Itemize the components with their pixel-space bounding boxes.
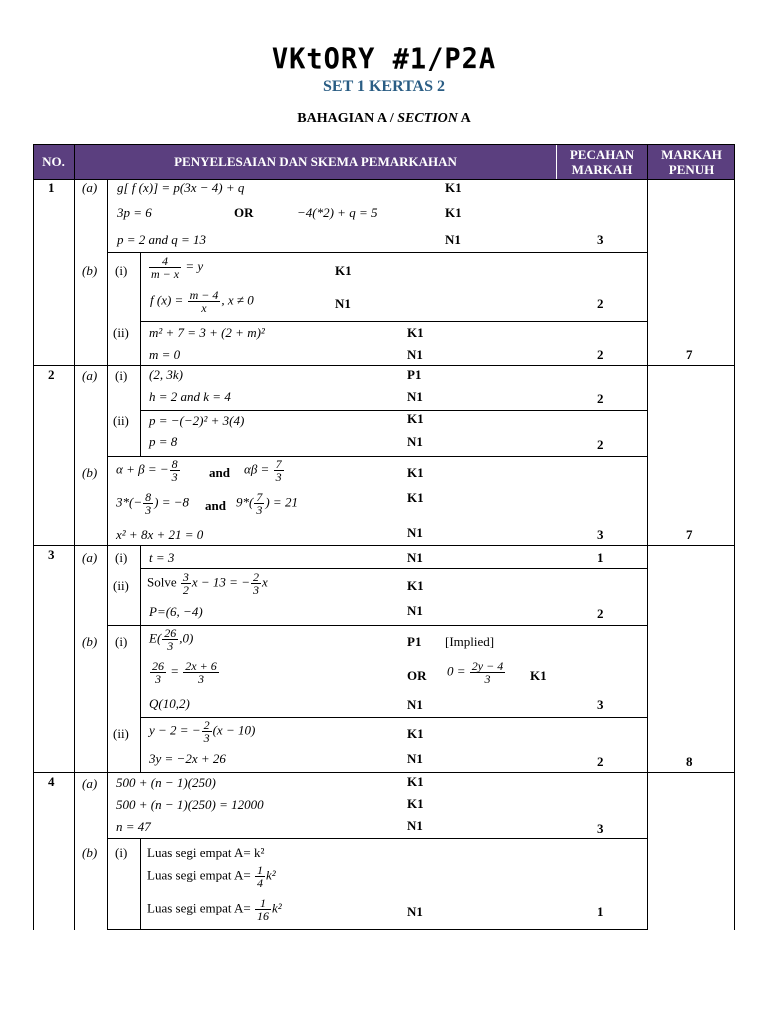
mark-code: N1 bbox=[407, 389, 423, 404]
subpart-label: (ii) bbox=[113, 413, 129, 428]
part-label: (b) bbox=[82, 845, 98, 860]
mark-code: K1 bbox=[445, 180, 462, 195]
working-line: Q(10,2) bbox=[149, 696, 190, 711]
working-line: (2, 3k) bbox=[149, 367, 183, 382]
partial-mark: 3 bbox=[597, 697, 604, 712]
mark-code: K1 bbox=[407, 774, 424, 789]
working-line: 500 + (n − 1)(250) bbox=[116, 775, 216, 790]
header-solution: PENYELESAIAN DAN SKEMA PEMARKAHAN bbox=[75, 144, 556, 179]
working-line: m² + 7 = 3 + (2 + m)² bbox=[149, 325, 265, 340]
part-label: (a) bbox=[82, 776, 98, 791]
working-line: $\frac{26}{3}$ = $\frac{2x + 6}{3}$ bbox=[152, 659, 217, 686]
mark-code: K1 bbox=[407, 578, 424, 593]
part-label: (b) bbox=[82, 634, 98, 649]
working-line: p = 8 bbox=[149, 434, 178, 449]
partial-mark: 2 bbox=[597, 296, 604, 311]
mark-code: N1 bbox=[335, 296, 351, 311]
working-line: m = 0 bbox=[149, 347, 181, 362]
working-line: Luas segi empat A= $\frac{1}{16}$ k² bbox=[147, 896, 282, 923]
mark-code: N1 bbox=[407, 434, 423, 449]
question-number: 3 bbox=[48, 547, 55, 562]
set-title: SET 1 KERTAS 2 bbox=[323, 78, 445, 95]
mark-code: K1 bbox=[407, 465, 424, 480]
subpart-label: (i) bbox=[115, 845, 128, 860]
partial-mark: 1 bbox=[597, 550, 604, 565]
and-label: and bbox=[209, 465, 230, 480]
header-pecahan: PECAHAN MARKAH bbox=[557, 144, 647, 179]
working-line: Luas segi empat A= $\frac{1}{4}$ k² bbox=[147, 863, 276, 890]
mark-code: K1 bbox=[335, 263, 352, 278]
subpart-label: (i) bbox=[115, 634, 128, 649]
mark-code: K1 bbox=[407, 796, 424, 811]
working-line: 0 = $\frac{2y - 4}{3}$ bbox=[447, 659, 504, 686]
mark-code: N1 bbox=[407, 697, 423, 712]
partial-mark: 2 bbox=[597, 391, 604, 406]
working-line: Luas segi empat A= k² bbox=[147, 845, 265, 860]
mark-code: P1 bbox=[407, 367, 422, 382]
question-number: 2 bbox=[48, 367, 55, 382]
question-number: 1 bbox=[48, 180, 55, 195]
mark-code: N1 bbox=[407, 550, 423, 565]
working-line: 9*( $\frac{7}{3}$ ) = 21 bbox=[236, 490, 298, 517]
mark-code: N1 bbox=[407, 904, 423, 919]
working-line: t = 3 bbox=[149, 550, 175, 565]
subpart-label: (i) bbox=[115, 368, 128, 383]
working-line: 3*(− $\frac{8}{3}$ ) = −8 bbox=[116, 490, 189, 517]
working-line: p = 2 and q = 13 bbox=[117, 232, 207, 247]
subpart-label: (ii) bbox=[113, 325, 129, 340]
working-line: −4(*2) + q = 5 bbox=[297, 205, 378, 220]
partial-mark: 2 bbox=[597, 437, 604, 452]
partial-mark: 2 bbox=[597, 347, 604, 362]
working-line: P=(6, −4) bbox=[149, 604, 203, 619]
mark-code: K1 bbox=[407, 325, 424, 340]
total-mark: 7 bbox=[686, 527, 693, 542]
partial-mark: 2 bbox=[597, 606, 604, 621]
partial-mark: 3 bbox=[597, 527, 604, 542]
subpart-label: (i) bbox=[115, 550, 128, 565]
or-label: OR bbox=[234, 205, 254, 220]
working-line: h = 2 and k = 4 bbox=[149, 389, 231, 404]
mark-code: P1 bbox=[407, 634, 422, 649]
mark-code: K1 bbox=[407, 726, 424, 741]
partial-mark: 1 bbox=[597, 904, 604, 919]
subpart-label: (i) bbox=[115, 263, 128, 278]
section-title: BAHAGIAN A / SECTION A bbox=[297, 111, 471, 126]
working-line: 3y = −2x + 26 bbox=[149, 751, 226, 766]
subpart-label: (ii) bbox=[113, 578, 129, 593]
part-label: (a) bbox=[82, 550, 98, 565]
question-number: 4 bbox=[48, 774, 55, 789]
mark-code: K1 bbox=[407, 490, 424, 505]
mark-code: K1 bbox=[530, 668, 547, 683]
partial-mark: 3 bbox=[597, 232, 604, 247]
working-line: n = 47 bbox=[116, 819, 151, 834]
working-line: α + β = − $\frac{8}{3}$ bbox=[116, 457, 178, 484]
working-line: $\frac{4}{m - x}$ = y bbox=[151, 254, 204, 281]
header-no: NO. bbox=[33, 144, 74, 179]
mark-code: K1 bbox=[445, 205, 462, 220]
working-line: p = −(−2)² + 3(4) bbox=[149, 413, 245, 428]
working-line: g[ f (x)] = p(3x − 4) + q bbox=[117, 180, 245, 195]
mark-code: N1 bbox=[407, 818, 423, 833]
mark-code: N1 bbox=[445, 232, 461, 247]
partial-mark: 2 bbox=[597, 754, 604, 769]
total-mark: 8 bbox=[686, 754, 693, 769]
handwritten-title: VKtORY #1/P2A bbox=[271, 43, 497, 76]
working-line: f (x) = $\frac{m - 4}{x}$ , x ≠ 0 bbox=[150, 288, 254, 315]
working-line: 3p = 6 bbox=[117, 205, 152, 220]
mark-code: N1 bbox=[407, 751, 423, 766]
header-markah: MARKAH PENUH bbox=[648, 144, 735, 179]
working-line: E( $\frac{26}{3}$ ,0) bbox=[149, 626, 194, 653]
working-line: y − 2 = − $\frac{2}{3}$ (x − 10) bbox=[149, 718, 256, 745]
implied-note: [Implied] bbox=[445, 634, 495, 649]
part-label: (b) bbox=[82, 465, 98, 480]
and-label: and bbox=[205, 498, 226, 513]
part-label: (a) bbox=[82, 180, 98, 195]
total-mark: 7 bbox=[686, 347, 693, 362]
mark-code: N1 bbox=[407, 347, 423, 362]
subpart-label: (ii) bbox=[113, 726, 129, 741]
partial-mark: 3 bbox=[597, 821, 604, 836]
working-line: 500 + (n − 1)(250) = 12000 bbox=[116, 797, 264, 812]
part-label: (b) bbox=[82, 263, 98, 278]
mark-code: K1 bbox=[407, 411, 424, 426]
working-line: x² + 8x + 21 = 0 bbox=[116, 527, 204, 542]
or-label: OR bbox=[407, 668, 427, 683]
working-line: αβ = $\frac{7}{3}$ bbox=[244, 457, 282, 484]
working-line: Solve $\frac{3}{2}$ x − 13 = − $\frac{2}{3}$ x bbox=[147, 570, 268, 597]
part-label: (a) bbox=[82, 368, 98, 383]
mark-code: N1 bbox=[407, 525, 423, 540]
mark-code: N1 bbox=[407, 603, 423, 618]
